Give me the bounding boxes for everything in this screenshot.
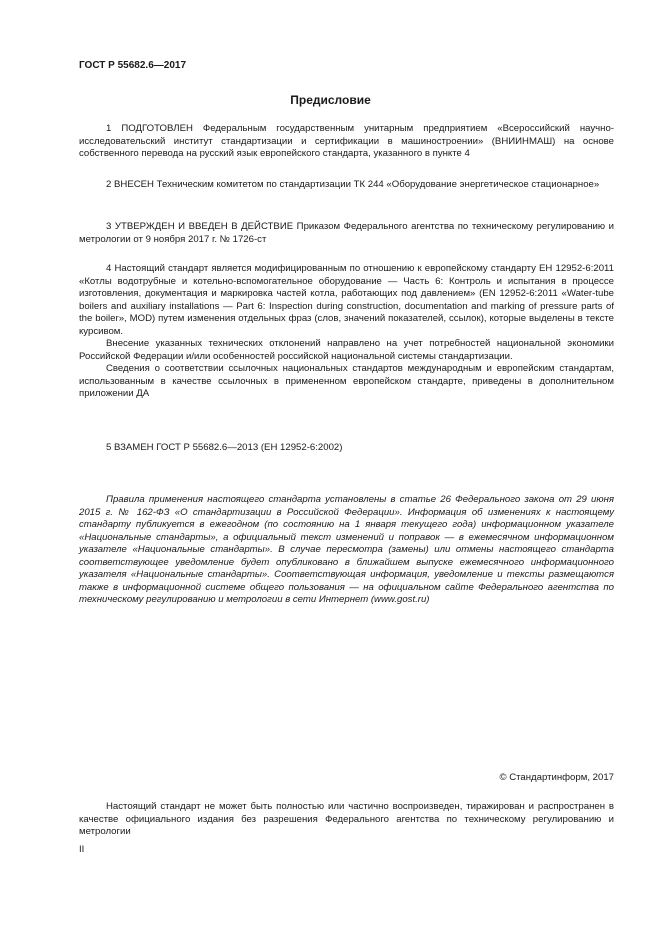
item-2-block	[79, 179, 614, 192]
reproduction-notice: Настоящий стандарт не может быть полностью или частично воспроизведен, тиражирован и распространен в качестве официального издания без разрешения Федерального агентства по техническому регулированию и метрологии	[79, 801, 614, 837]
item-4-block	[79, 263, 614, 401]
copyright-line: © Стандартинформ, 2017	[499, 772, 614, 783]
item-4-references-text: Сведения о соответствии ссылочных национальных стандартов международным и европейским стандартам, использованным в качестве ссылочных в примененном европейском стандарте, приведены в дополнительном приложении ДА	[79, 363, 614, 399]
page-number: II	[79, 844, 85, 855]
item-1-text: 1 ПОДГОТОВЛЕН Федеральным государственным унитарным предприятием «Всероссийский научно-исследовательский институт стандартизации и сертификации в машиностроении» (ВНИИНМАШ) на основе собственного перевода на русский язык европейского стандарта, указанного в пункте 4	[79, 123, 614, 159]
item-1-block	[79, 123, 614, 161]
application-rules-notice: Правила применения настоящего стандарта установлены в статье 26 Федерального закона от 29 июня 2015 г. № 162-ФЗ «О стандартизации в Российской Федерации». Информация об изменениях к настоящему стандарту публикуется в ежегодном (по состоянию на 1 января текущего года) информационном указателе «Национальные стандарты», а официальный текст изменений и поправок — в ежемесячном информационном указателе «Национальные стандарты». В случае пересмотра (замены) или отмены настоящего стандарта соответствующее уведомление будет опубликовано в ближайшем выпуске ежемесячного информационного указателя «Национальные стандарты». Соответствующая информация, уведомление и тексты размещаются также в информационной системе общего пользования — на официальном сайте Федерального агентства по техническому регулированию и метрологии в сети Интернет (www.gost.ru)	[79, 494, 614, 605]
document-code: ГОСТ Р 55682.6—2017	[79, 60, 187, 71]
item-3-text: 3 УТВЕРЖДЕН И ВВЕДЕН В ДЕЙСТВИЕ Приказом Федерального агентства по техническому регулированию и метрологии от 9 ноября 2017 г. № 1726-ст	[79, 221, 614, 245]
item-4-text: 4 Настоящий стандарт является модифицированным по отношению к европейскому стандарту ЕН 12952-6:2011 «Котлы водотрубные и котельно-вспомогательное оборудование — Часть 6: Контроль и испытания в процессе изготовления, документация и маркировка частей котла, работающих под давлением» (EN 12952-6:2011 «Water-tube boilers and auxiliary installations — Part 6: Inspection during construction, documentation and marking of pressure parts of the boiler», MOD) путем изменения отдельных фраз (слов, значений показателей, ссылок), которые выделены в тексте курсивом.	[79, 263, 614, 337]
item-5-block	[79, 442, 614, 455]
item-2-text: 2 ВНЕСЕН Техническим комитетом по стандартизации ТК 244 «Оборудование энергетическое стационарное»	[106, 179, 600, 190]
section-heading: Предисловие	[290, 93, 371, 107]
item-5-text: 5 ВЗАМЕН ГОСТ Р 55682.6—2013 (ЕН 12952-6:2002)	[106, 442, 343, 453]
item-3-block	[79, 221, 614, 246]
item-4-deviations-text: Внесение указанных технических отклонений направлено на учет потребностей национальной экономики Российской Федерации и/или особенностей российской национальной системы стандартизации.	[79, 338, 614, 362]
